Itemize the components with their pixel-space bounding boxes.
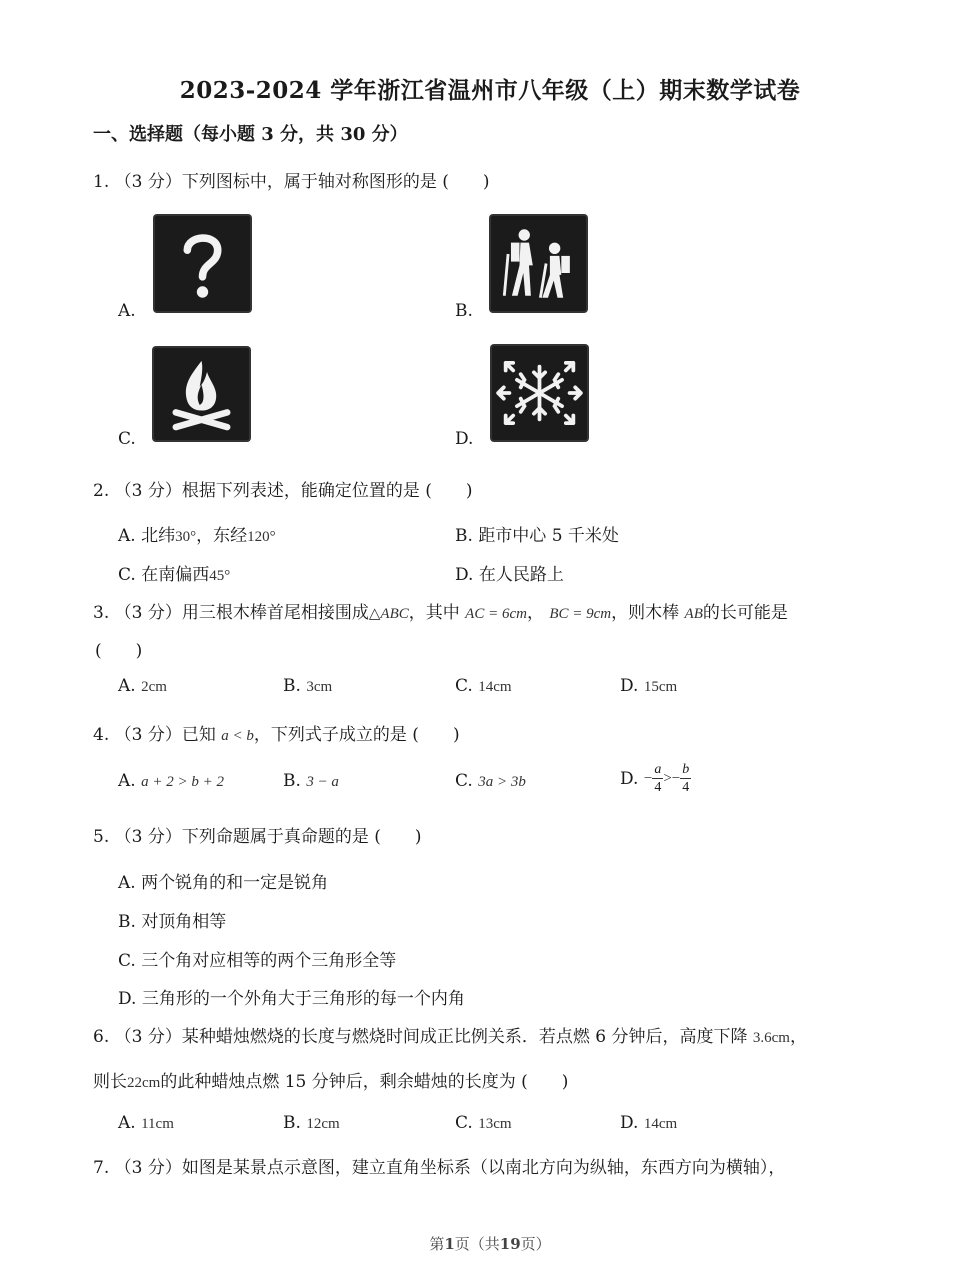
option-label: A. xyxy=(118,526,136,546)
question-number: 3. xyxy=(93,603,110,623)
option-value: 13cm xyxy=(478,1116,512,1132)
question-text: 的此种蜡烛点燃 15 分钟后，剩余蜡烛的长度为 ( ) xyxy=(160,1072,569,1092)
option-text: 三个角对应相等的两个三角形全等 xyxy=(141,951,397,971)
question-3 xyxy=(93,598,788,623)
option-c xyxy=(118,560,230,585)
option-a xyxy=(118,521,276,546)
option-b xyxy=(283,1113,340,1133)
section-heading: 一、选择题（每小题 3 分，共 30 分） xyxy=(93,124,408,145)
question-6-line-2 xyxy=(93,1067,568,1092)
option-label: C. xyxy=(118,429,136,449)
total-pages: 19 xyxy=(499,1235,521,1253)
question-number: 6. xyxy=(93,1027,110,1047)
latitude-value: 30° xyxy=(175,529,197,545)
question-text: （3 分）某种蜡烛燃烧的长度与燃烧时间成正比例关系．若点燃 6 分钟后，高度下降 xyxy=(114,1027,748,1047)
question-number: 1. xyxy=(93,172,110,192)
option-label: B. xyxy=(118,912,136,932)
question-1 xyxy=(93,167,490,192)
fraction-a-over-4 xyxy=(652,763,663,795)
option-text: 在人民路上 xyxy=(478,565,564,585)
snowflake-arrows-icon xyxy=(492,346,587,440)
option-c xyxy=(455,771,526,791)
option-label: B. xyxy=(283,771,301,791)
fraction-b-over-4 xyxy=(680,763,691,795)
answer-paren: ( ) xyxy=(95,641,143,661)
option-label: C. xyxy=(455,1113,473,1133)
option-label: A. xyxy=(118,676,136,696)
option-value: 3 − a xyxy=(306,774,339,790)
footer-text: 页） xyxy=(520,1235,551,1253)
option-b xyxy=(455,521,619,546)
footer-text: 页（共 xyxy=(454,1235,500,1253)
option-label: C. xyxy=(118,951,136,971)
question-5 xyxy=(93,822,422,847)
option-d xyxy=(620,1113,677,1133)
option-value: 2cm xyxy=(141,679,167,695)
option-b xyxy=(283,771,339,791)
minus-sign: − xyxy=(671,770,681,787)
question-text: ，则木棒 xyxy=(611,603,680,623)
option-label: B. xyxy=(283,1113,301,1133)
option-text: 对顶角相等 xyxy=(141,912,227,932)
candle-length-value: 22cm xyxy=(127,1075,161,1091)
option-d xyxy=(118,984,465,1009)
option-c xyxy=(455,676,512,696)
question-text: 则长 xyxy=(93,1072,127,1092)
option-c xyxy=(118,946,396,971)
option-label: D. xyxy=(455,429,474,449)
math-bc: BC = 9cm xyxy=(549,606,612,622)
option-d xyxy=(620,676,677,696)
option-text: 距市中心 5 千米处 xyxy=(478,526,619,546)
question-text: 的长可能是 xyxy=(702,603,788,623)
option-value: 3a > 3b xyxy=(478,774,526,790)
option-label: C. xyxy=(455,676,473,696)
question-text: （3 分）如图是某景点示意图，建立直角坐标系（以南北方向为纵轴，东西方向为横轴）， xyxy=(114,1158,786,1178)
option-value: 12cm xyxy=(306,1116,340,1132)
angle-value: 45° xyxy=(209,568,231,584)
campfire-icon xyxy=(154,348,249,440)
option-value: 14cm xyxy=(643,1116,678,1132)
math-ac: AC = 6cm xyxy=(465,606,527,622)
fraction-numerator: b xyxy=(682,762,690,777)
option-label: C. xyxy=(455,771,473,791)
option-text: ，东经 xyxy=(196,526,248,546)
question-text: （3 分）根据下列表述，能确定位置的是 ( ) xyxy=(114,481,473,501)
page-footer xyxy=(0,1233,980,1254)
page-title: 2023-2024 学年浙江省温州市八年级（上）期末数学试卷 xyxy=(179,77,801,104)
option-label: A. xyxy=(118,771,136,791)
option-a xyxy=(118,868,328,893)
option-value: 15cm xyxy=(643,679,678,695)
question-text: ， xyxy=(789,1027,807,1047)
question-number: 4. xyxy=(93,725,110,745)
fraction-denominator: 4 xyxy=(654,780,662,795)
greater-than-sign: > xyxy=(663,770,672,787)
option-label: B. xyxy=(455,526,473,546)
question-number: 5. xyxy=(93,827,110,847)
option-d xyxy=(620,763,691,795)
option-label: A. xyxy=(118,873,136,893)
option-label: A. xyxy=(118,301,136,321)
question-7 xyxy=(93,1153,785,1178)
hikers-icon xyxy=(491,216,586,311)
question-6 xyxy=(93,1022,807,1047)
fraction-numerator: a xyxy=(654,762,662,777)
height-drop-value: 3.6cm xyxy=(752,1030,790,1046)
option-label: A. xyxy=(118,1113,136,1133)
option-text: 在南偏西 xyxy=(141,565,210,585)
question-text: （3 分）用三根木棒首尾相接围成 xyxy=(114,603,369,623)
math-ab: AB xyxy=(684,606,703,622)
question-text: ， xyxy=(526,603,544,623)
option-b xyxy=(283,676,332,696)
option-value: 11cm xyxy=(141,1116,174,1132)
option-c xyxy=(455,1113,512,1133)
question-text: （3 分）下列图标中，属于轴对称图形的是 ( ) xyxy=(114,172,490,192)
triangle-label: △ABC xyxy=(368,606,409,622)
option-label: B. xyxy=(283,676,301,696)
option-label: D. xyxy=(620,1113,639,1133)
question-text: ，其中 xyxy=(408,603,460,623)
option-label: D. xyxy=(620,769,639,789)
option-label: D. xyxy=(455,565,474,585)
condition-math: a < b xyxy=(221,728,254,744)
option-text: 三角形的一个外角大于三角形的每一个内角 xyxy=(141,989,465,1009)
page-number: 1 xyxy=(444,1235,455,1253)
option-d xyxy=(455,560,564,585)
option-value: a + 2 > b + 2 xyxy=(141,774,224,790)
option-text: 北纬 xyxy=(141,526,176,546)
option-a xyxy=(118,771,224,791)
question-2 xyxy=(93,476,473,501)
question-number: 2. xyxy=(93,481,110,501)
option-label: C. xyxy=(118,565,136,585)
question-text: ，下列式子成立的是 ( ) xyxy=(253,725,460,745)
option-label: D. xyxy=(620,676,639,696)
fraction-denominator: 4 xyxy=(682,780,690,795)
option-value: 14cm xyxy=(478,679,512,695)
footer-text: 第 xyxy=(429,1235,445,1253)
option-label: D. xyxy=(118,989,137,1009)
option-label: B. xyxy=(455,301,473,321)
option-a xyxy=(118,1113,174,1133)
longitude-value: 120° xyxy=(247,529,276,545)
minus-sign: − xyxy=(643,770,653,787)
question-4 xyxy=(93,720,460,745)
option-a xyxy=(118,676,167,696)
question-mark-icon xyxy=(155,216,250,311)
option-b xyxy=(118,907,226,932)
question-number: 7. xyxy=(93,1158,110,1178)
question-text: （3 分）已知 xyxy=(114,725,216,745)
option-value: 3cm xyxy=(306,679,333,695)
question-text: （3 分）下列命题属于真命题的是 ( ) xyxy=(114,827,422,847)
option-text: 两个锐角的和一定是锐角 xyxy=(141,873,329,893)
